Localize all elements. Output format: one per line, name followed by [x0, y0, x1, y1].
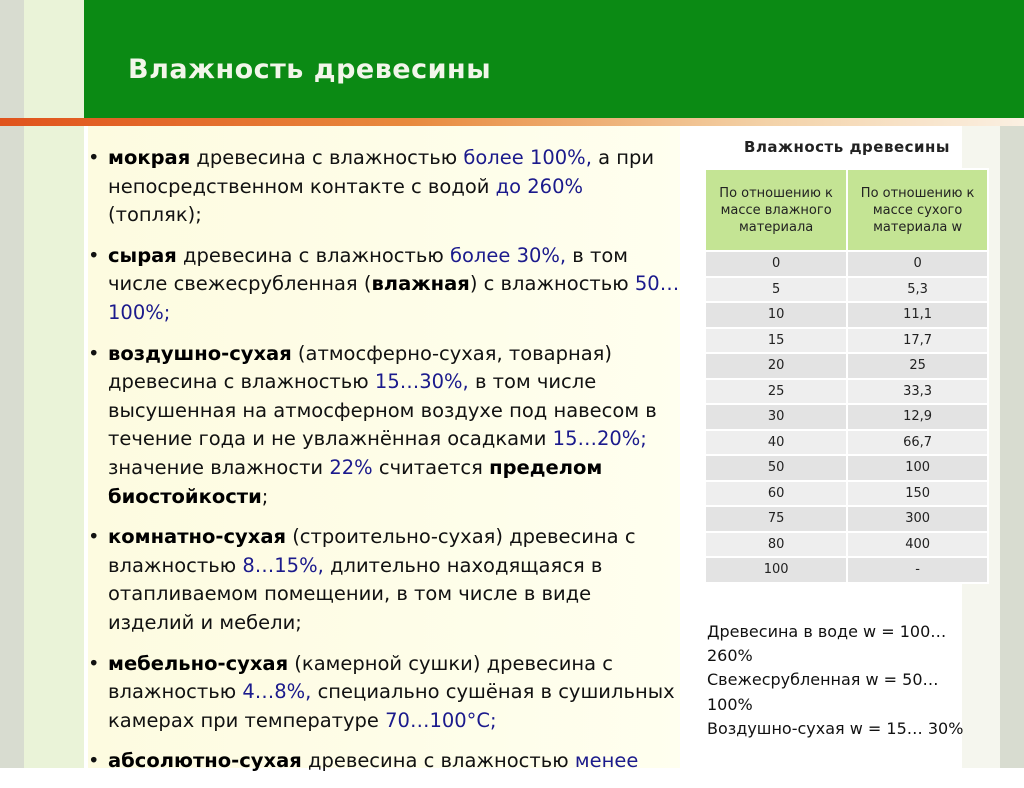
- bullet-text: (строительно-сухая) древесина с влажностью: [108, 525, 636, 577]
- table-cell: 0: [705, 251, 847, 277]
- bullet-text: значение влажности: [108, 455, 330, 479]
- table-cell: -: [847, 557, 988, 583]
- bullet-term: мокрая: [108, 146, 191, 169]
- table-cell: 0: [847, 251, 988, 277]
- bullet-value: 4…8%,: [242, 680, 312, 704]
- table-cell: 80: [705, 532, 847, 558]
- bullet-item: [88, 242, 680, 328]
- table-body: [705, 251, 988, 583]
- bullet-text: древесина с влажностью: [190, 146, 464, 169]
- table-row: [705, 277, 988, 303]
- table-row: [705, 379, 988, 405]
- table-header-row: [705, 169, 988, 251]
- note-line: Воздушно-сухая w = 15… 30%: [707, 718, 964, 738]
- table-cell: 150: [847, 481, 988, 507]
- table-cell: 66,7: [847, 430, 988, 456]
- bullet-item: [88, 144, 680, 230]
- left-margin-band: [0, 0, 24, 768]
- table-cell: 100: [847, 455, 988, 481]
- bullet-text: специально сушёная в сушильных камерах при температуре: [108, 680, 675, 732]
- table-cell: 10: [705, 302, 847, 328]
- bullet-value: 8…15%,: [242, 553, 324, 577]
- left-accent-band: [24, 0, 84, 768]
- bullet-text: древесина с влажностью: [301, 749, 575, 773]
- table-row: [705, 404, 988, 430]
- table-cell: 50: [705, 455, 847, 481]
- bullet-value: 22%: [329, 455, 373, 479]
- table-row: [705, 251, 988, 277]
- table-cell: 25: [705, 379, 847, 405]
- bullet-text: в том числе свежесрубленная (: [108, 243, 628, 296]
- bullet-symbol: •: [88, 651, 100, 675]
- bullet-value: 70…100°C;: [385, 708, 497, 732]
- table-cell: 60: [705, 481, 847, 507]
- table-cell: 5,3: [847, 277, 988, 303]
- table-row: [705, 353, 988, 379]
- table-cell: 12,9: [847, 404, 988, 430]
- bullet-symbol: •: [88, 749, 100, 773]
- bullet-symbol: •: [88, 243, 100, 267]
- table-row: [705, 328, 988, 354]
- table-row: [705, 557, 988, 583]
- bullet-text: древесина с влажностью: [176, 243, 450, 267]
- bullet-list: [88, 144, 680, 788]
- table-cell: 5: [705, 277, 847, 303]
- bullet-text: ) с влажностью: [469, 272, 635, 296]
- note-line: Древесина в воде w = 100… 260%: [707, 622, 947, 666]
- table-cell: 300: [847, 506, 988, 532]
- bullet-value: 15…20%;: [552, 427, 647, 451]
- bullet-item: [88, 523, 680, 637]
- table-header-cell: По отношению к массе сухого материала w: [847, 169, 988, 251]
- bullet-symbol: •: [88, 525, 100, 549]
- bullet-text: ;: [261, 484, 269, 508]
- bullet-text: (топляк);: [108, 203, 202, 227]
- bullet-term: абсолютно-сухая: [108, 749, 302, 773]
- bullet-value: более 100%,: [463, 146, 592, 169]
- bullet-text: в том числе высушенная на атмосферном воздухе под навесом в течение года и не увлажнённая осадками: [108, 370, 657, 451]
- bullet-text: считается: [372, 455, 490, 479]
- bullet-text: длительно находящаяся в отапливаемом помещении, в том числе в виде изделий и мебели;: [108, 553, 603, 634]
- note-line: Свежесрубленная w = 50… 100%: [707, 670, 939, 714]
- moisture-notes: [707, 620, 987, 741]
- table-title: Влажность древесины: [744, 138, 950, 156]
- bullet-item: [88, 340, 680, 512]
- bullet-value: до 260%: [495, 174, 584, 198]
- bullet-text: (атмосферно-сухая, товарная) древесина с влажностью: [108, 341, 612, 394]
- table-header-cell: По отношению к массе влажного материала: [705, 169, 847, 251]
- bullet-item: [88, 747, 680, 776]
- table-row: [705, 532, 988, 558]
- table-row: [705, 455, 988, 481]
- bullet-term: воздушно-сухая: [108, 341, 292, 365]
- table-cell: 25: [847, 353, 988, 379]
- table-cell: 400: [847, 532, 988, 558]
- bullet-text: (камерной сушки) древесина с влажностью: [108, 651, 614, 704]
- bullet-value: менее: [574, 749, 639, 773]
- table-cell: 17,7: [847, 328, 988, 354]
- table-row: [705, 302, 988, 328]
- table-cell: 30: [705, 404, 847, 430]
- table-cell: 40: [705, 430, 847, 456]
- table-cell: 20: [705, 353, 847, 379]
- table-cell: 15: [705, 328, 847, 354]
- bullet-term: пределом биостойкости: [108, 455, 603, 508]
- table-cell: 100: [705, 557, 847, 583]
- table-cell: 33,3: [847, 379, 988, 405]
- moisture-table: [704, 168, 989, 584]
- bullet-term: сырая: [108, 243, 177, 267]
- table-row: [705, 430, 988, 456]
- table-cell: 11,1: [847, 302, 988, 328]
- bullet-value: более 30%,: [449, 243, 567, 267]
- slide-title: Влажность древесины: [128, 54, 492, 85]
- bullet-term: мебельно-сухая: [108, 651, 289, 675]
- bullet-item: [88, 650, 680, 736]
- table-cell: 75: [705, 506, 847, 532]
- orange-divider-stripe: [0, 118, 1024, 126]
- table-row: [705, 481, 988, 507]
- bullet-value: 50…100%;: [108, 272, 680, 324]
- table-row: [705, 506, 988, 532]
- bullet-term: влажная: [371, 272, 470, 296]
- bullet-value: 15…30%,: [374, 370, 469, 394]
- bullet-symbol: •: [88, 146, 100, 169]
- bullet-symbol: •: [88, 341, 100, 365]
- bullet-term: комнатно-сухая: [108, 525, 286, 549]
- bullet-text: а при непосредственном контакте с водой: [108, 146, 655, 198]
